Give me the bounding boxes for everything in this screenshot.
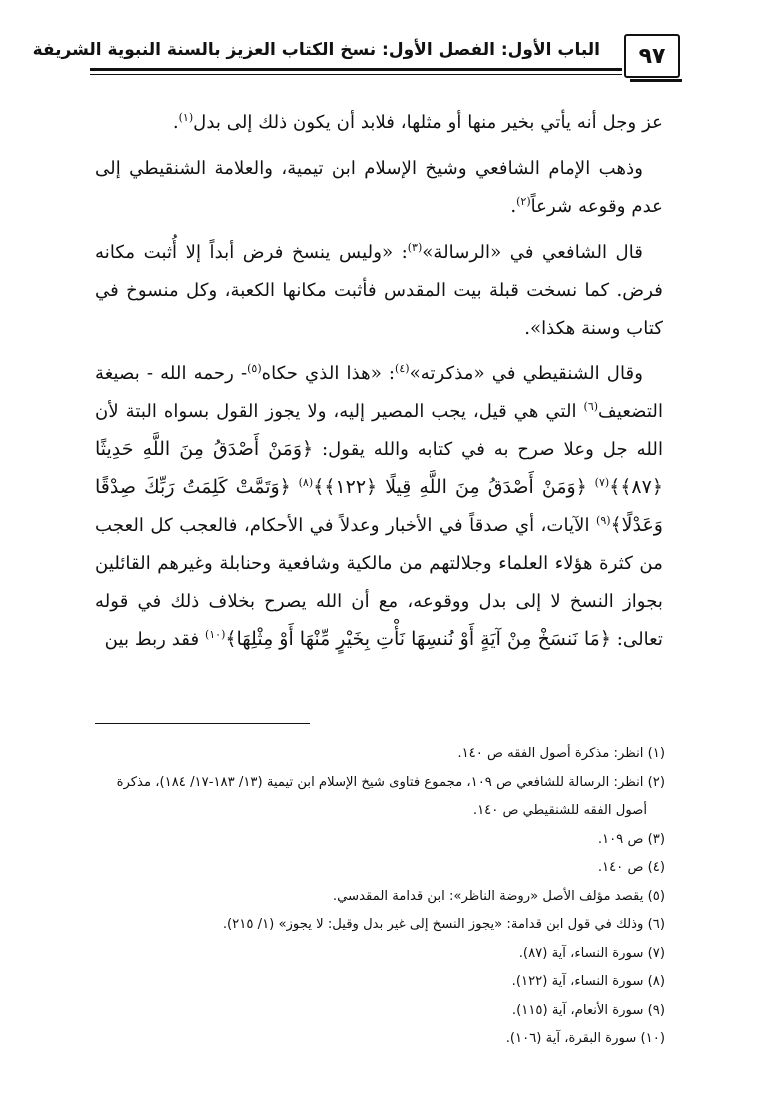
paragraph-3 — [95, 234, 663, 348]
footnote-separator — [95, 723, 310, 724]
page-number — [624, 34, 680, 78]
quran-verse-3: ﴿وَتَمَّتْ كَلِمَتُ رَبِّكَ صِدْقًا وَعَدْلًا﴾ — [95, 476, 663, 537]
paragraph-4-text-b: التي هي قيل، يجب المصير إليه، ولا يجوز القول بسواه البتة لأن الله جل وعلا صرح به في كتابه والله يقول: — [95, 401, 663, 461]
quran-verse-1: ﴿وَمَنْ أَصْدَقُ مِنَ اللَّهِ حَدِيثًا ﴿٨٧﴾﴾ — [95, 438, 663, 499]
footnote-1: (١) انظر: مذكرة أصول الفقه ص ١٤٠. — [457, 746, 665, 761]
footnote-9: (٩) سورة الأنعام، آية (١١٥). — [511, 1002, 665, 1018]
paragraph-1-text: عز وجل أنه يأتي بخير منها أو مثلها، فلابد أن يكون ذلك إلى بدل — [193, 112, 663, 133]
footnote-3: (٣) ص ١٠٩. — [597, 831, 665, 847]
footnote-ref-10[interactable]: (١٠) — [204, 627, 226, 641]
paragraph-4 — [95, 355, 663, 658]
footnote-ref-7[interactable]: (٧) — [594, 476, 610, 490]
footnote-5: (٥) يقصد مؤلف الأصل «روضة الناظر»: ابن قدامة المقدسي. — [332, 888, 665, 904]
quran-verse-4: ﴿مَا نَنسَخْ مِنْ آيَةٍ أَوْ نُنسِهَا نَأْتِ بِخَيْرٍ مِّنْهَا أَوْ مِثْلِهَا﴾ — [225, 627, 611, 650]
footnote-ref-1[interactable]: (١) — [178, 110, 194, 124]
footnote-ref-9[interactable]: (٩) — [596, 514, 611, 527]
paragraph-1-end: . — [172, 112, 179, 133]
paragraph-4-quote-start: : «هذا الذي حكاه — [261, 363, 396, 385]
header-rule-thin — [90, 74, 622, 75]
footnote-ref-8[interactable]: (٨) — [298, 476, 314, 490]
quran-verse-2: ﴿وَمَنْ أَصْدَقُ مِنَ اللَّهِ قِيلًا ﴿١٢٢﴾﴾ — [313, 476, 587, 499]
footnote-4: (٤) ص ١٤٠. — [597, 860, 665, 875]
page-number-text: ٩٧ — [638, 43, 666, 69]
paragraph-4-text-c: الآيات، أي صدقاً في الأخبار وعدلاً في الأحكام، فالعجب كل العجب من كثرة هؤلاء العلماء وجلالتهم من مالكية وشافعية وحنابلة وغيرهم القائلين بجواز النسخ لا إلى بدل ووقوعه، مع أن الله يصرح بخلاف ذلك في قوله تعالى: — [95, 515, 663, 650]
paragraph-2-text: وذهب الإمام الشافعي وشيخ الإسلام ابن تيمية، والعلامة الشنقيطي إلى عدم وقوعه شرعاً — [95, 157, 663, 217]
footnote-ref-4[interactable]: (٤) — [395, 362, 410, 376]
footnote-ref-6[interactable]: (٦) — [583, 400, 599, 414]
paragraph-2 — [95, 150, 663, 226]
running-title: الباب الأول: الفصل الأول: نسخ الكتاب العزيز بالسنة النبوية الشريفة — [32, 40, 600, 60]
paragraph-3-quote: : «وليس ينسخ فرض أبداً إلا أُثبت مكانه فرض. كما نسخت قبلة بيت المقدس فأثبت مكانها الكعبة، وكل منسوخ في كتاب وسنة هكذا». — [95, 241, 663, 339]
footnote-7: (٧) سورة النساء، آية (٨٧). — [518, 945, 665, 961]
footnote-ref-3[interactable]: (٣) — [407, 240, 423, 254]
header-rule-thick — [90, 68, 622, 71]
paragraph-3-lead: قال الشافعي في «الرسالة» — [422, 241, 643, 263]
footnote-10: (١٠) سورة البقرة، آية (١٠٦). — [505, 1031, 665, 1046]
paragraph-4-lead: وقال الشنقيطي في «مذكرته» — [409, 363, 644, 385]
footnote-6: (٦) وذلك في قول ابن قدامة: «يجوز النسخ إلى غير بدل وقيل: لا يجوز» (١/ ٢١٥). — [222, 917, 665, 932]
footnote-8: (٨) سورة النساء، آية (١٢٢). — [511, 974, 665, 989]
footnote-ref-2[interactable]: (٢) — [516, 194, 531, 208]
paragraph-4-text-a: - رحمه الله - بصيغة التضعيف — [95, 363, 663, 423]
paragraph-4-text-d: فقد ربط بين — [104, 628, 205, 650]
page-header — [32, 30, 680, 86]
main-text — [95, 104, 663, 659]
paragraph-2-end: . — [510, 195, 517, 217]
footnote-ref-5[interactable]: (٥) — [247, 362, 262, 376]
footnotes — [95, 740, 665, 1054]
paragraph-1 — [95, 104, 663, 142]
footnote-2: (٢) انظر: الرسالة للشافعي ص ١٠٩، مجموع فتاوى شيخ الإسلام ابن تيمية (١٣/ ١٨٣-١٧/ ١٨٤)، مذكرة — [116, 774, 665, 790]
footnote-2-continued: أصول الفقه للشنقيطي ص ١٤٠. — [472, 803, 647, 818]
